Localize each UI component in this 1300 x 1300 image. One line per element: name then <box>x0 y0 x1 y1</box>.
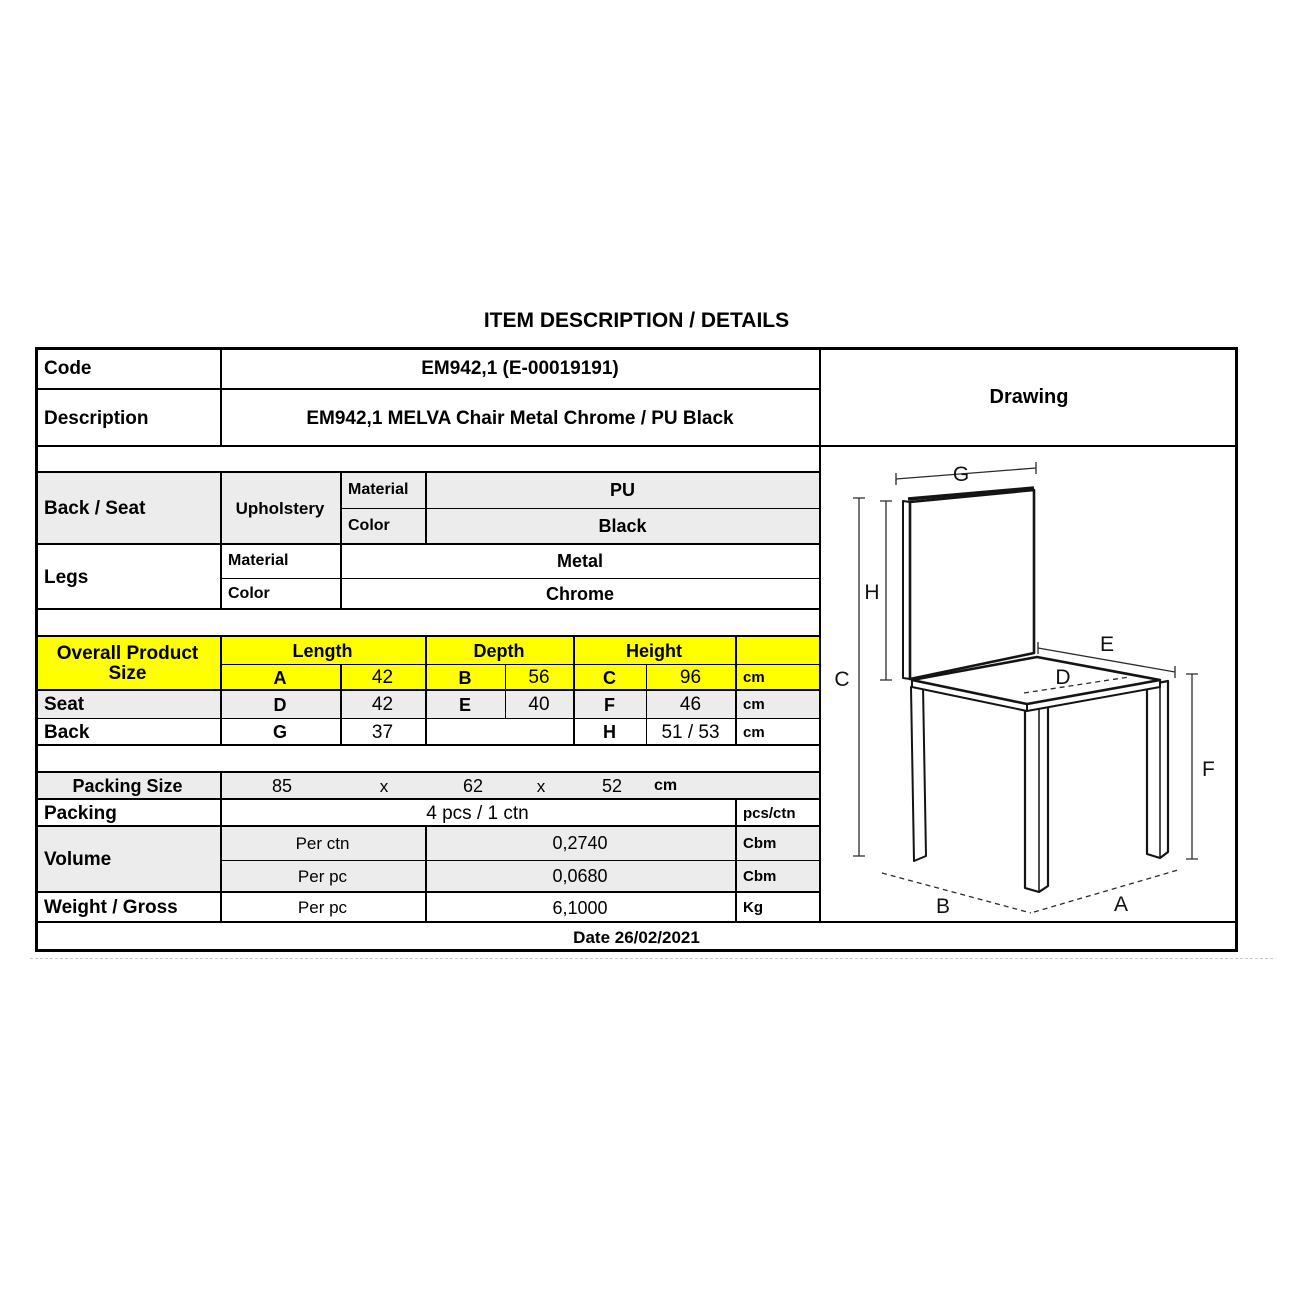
overall-height-value: 96 <box>679 667 702 689</box>
back-height-key: H <box>603 722 616 743</box>
seat-height-value: 46 <box>679 694 702 716</box>
length-header: Length <box>292 640 353 661</box>
code-value: EM942,1 (E-00019191) <box>421 357 619 379</box>
overall-depth-key: B <box>458 667 472 688</box>
overall-height-key: C <box>603 667 616 688</box>
page-title: ITEM DESCRIPTION / DETAILS <box>483 308 790 332</box>
packing-label: Packing <box>44 802 117 824</box>
overall-unit: cm <box>743 669 765 687</box>
seat-unit: cm <box>743 696 765 714</box>
packing-size-dim3: 52 <box>601 776 623 797</box>
dim-label-g: G <box>952 463 970 486</box>
upholstery-color-label: Color <box>348 517 390 535</box>
seat-depth-key: E <box>458 694 471 715</box>
volume-per-pc-label: Per pc <box>297 866 348 886</box>
weight-per-label: Per pc <box>297 898 348 918</box>
overall-size-header-line2: Size <box>108 663 147 684</box>
seat-depth-value: 40 <box>528 694 550 716</box>
volume-per-ctn-label: Per ctn <box>295 833 350 853</box>
volume-per-ctn-unit: Cbm <box>743 834 777 852</box>
volume-per-pc-unit: Cbm <box>743 867 777 885</box>
dim-label-a: A <box>1113 893 1129 916</box>
overall-size-header-line1: Overall Product <box>56 643 199 665</box>
packing-size-dim1: 85 <box>271 776 293 797</box>
upholstery-material-label: Material <box>348 481 409 499</box>
upholstery-label: Upholstery <box>235 499 325 519</box>
print-area-boundary <box>30 958 1273 959</box>
table-frame <box>35 347 1238 952</box>
dim-label-c: C <box>834 668 850 691</box>
back-unit: cm <box>743 723 765 741</box>
overall-length-key: A <box>273 667 287 688</box>
dim-label-f: F <box>1202 758 1215 781</box>
packing-size-x2: x <box>536 776 546 796</box>
back-length-value: 37 <box>371 721 394 743</box>
date-stamp: Date 26/02/2021 <box>573 927 700 947</box>
legs-label: Legs <box>44 566 89 588</box>
height-header: Height <box>626 640 682 661</box>
depth-header: Depth <box>473 640 525 661</box>
legs-material-value: Metal <box>556 551 603 572</box>
back-seat-label: Back / Seat <box>44 498 146 520</box>
back-row-label: Back <box>44 721 90 743</box>
code-label: Code <box>44 357 92 379</box>
packing-value: 4 pcs / 1 ctn <box>426 802 529 824</box>
packing-size-x1: x <box>379 776 389 796</box>
dim-label-e: E <box>1099 633 1115 656</box>
back-length-key: G <box>272 722 287 743</box>
weight-label: Weight / Gross <box>44 897 178 919</box>
volume-label: Volume <box>44 849 112 871</box>
dim-label-b: B <box>935 895 951 918</box>
volume-per-pc-value: 0,0680 <box>552 866 608 887</box>
overall-depth-value: 56 <box>528 667 550 689</box>
packing-size-dim2: 62 <box>462 776 484 797</box>
packing-size-unit: cm <box>654 777 678 795</box>
seat-length-value: 42 <box>371 694 394 716</box>
upholstery-color-value: Black <box>598 516 647 537</box>
description-label: Description <box>44 407 149 429</box>
legs-color-label: Color <box>228 584 270 602</box>
seat-length-key: D <box>273 694 287 715</box>
weight-unit: Kg <box>743 899 763 917</box>
overall-length-value: 42 <box>371 667 394 689</box>
volume-per-ctn-value: 0,2740 <box>552 833 608 854</box>
back-height-value: 51 / 53 <box>661 721 720 743</box>
seat-row-label: Seat <box>44 694 85 716</box>
upholstery-material-value: PU <box>609 480 635 501</box>
packing-unit: pcs/ctn <box>743 804 796 822</box>
dim-label-d: D <box>1055 666 1071 689</box>
weight-value: 6,1000 <box>552 897 608 918</box>
dim-label-h: H <box>864 581 880 604</box>
legs-color-value: Chrome <box>545 583 614 604</box>
legs-material-label: Material <box>228 552 289 570</box>
description-value: EM942,1 MELVA Chair Metal Chrome / PU Black <box>306 407 734 429</box>
seat-height-key: F <box>604 694 615 715</box>
drawing-title: Drawing <box>989 385 1069 408</box>
packing-size-label: Packing Size <box>72 776 183 797</box>
